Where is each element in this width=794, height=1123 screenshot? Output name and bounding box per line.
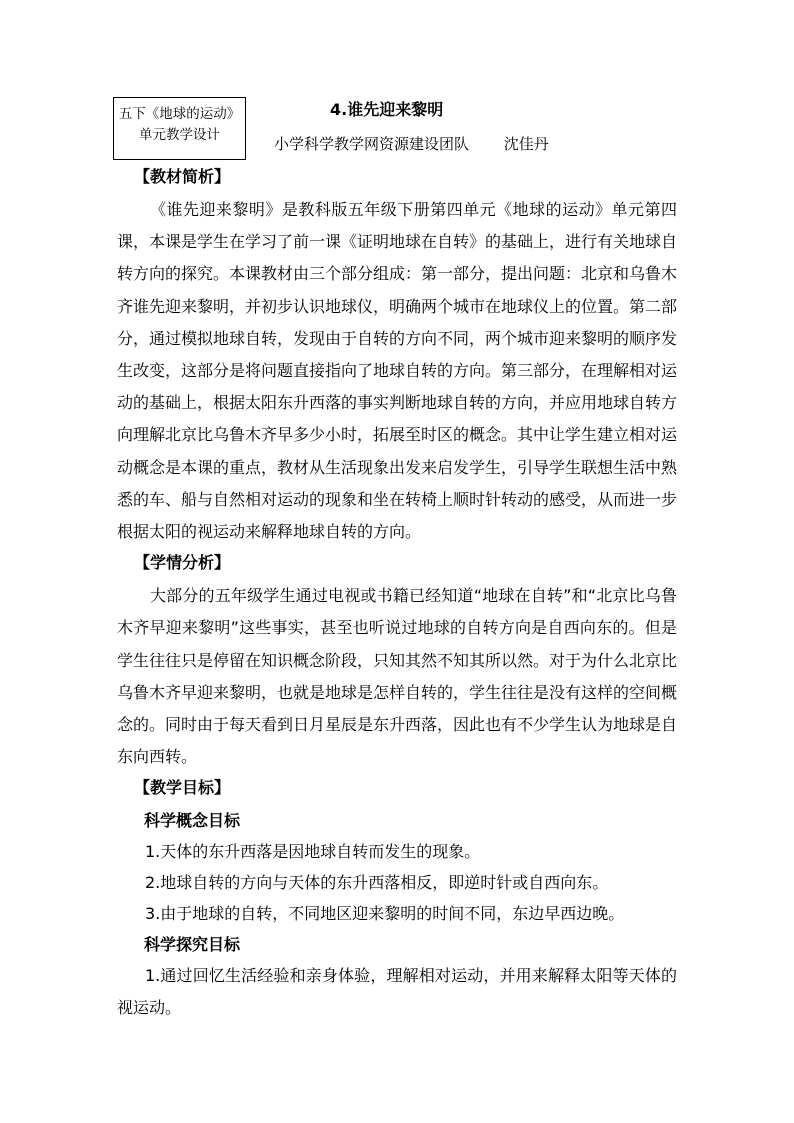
concept-goal-item: 3.由于地球的自转，不同地区迎来黎明的时间不同，东边早西边晚。 bbox=[145, 904, 625, 924]
learner-analysis-paragraph: 大部分的五年级学生通过电视或书籍已经知道“地球在自转”和“北京比乌鲁木齐早迎来黎明”这些事实，甚至也听说过地球的自转方向是自西向东的。但是学生往往只是停留在知识概念阶段，只知其然不知其所以然。对于为什么北京比乌鲁木齐早迎来黎明，也就是地球是怎样自转的，学生往往是没有这样的空间概念的。同时由于每天看到日月星辰是东升西落，因此也有不少学生认为地球是自东向西转。 bbox=[117, 586, 678, 767]
team-name: 小学科学教学网资源建设团队 bbox=[274, 135, 470, 153]
concept-goal-item: 2.地球自转的方向与天体的东升西落相反，即逆时针或自西向东。 bbox=[145, 873, 609, 893]
unit-label-line1: 五下《地球的运动》 bbox=[118, 106, 241, 122]
lesson-title: 4.谁先迎来黎明 bbox=[330, 100, 444, 119]
author-name: 沈佳丹 bbox=[503, 135, 549, 153]
unit-label-line2: 单元教学设计 bbox=[139, 127, 220, 143]
section-heading-learners: 【学情分析】 bbox=[134, 553, 231, 573]
section-heading-goals: 【教学目标】 bbox=[134, 778, 231, 798]
textbook-analysis-paragraph: 《谁先迎来黎明》是教科版五年级下册第四单元《地球的运动》单元第四课，本课是学生在学习了前一课《证明地球在自转》的基础上，进行有关地球自转方向的探究。本课教材由三个部分组成：第一部分，提出问题：北京和乌鲁木齐谁先迎来黎明，并初步认识地球仪，明确两个城市在地球仪上的位置。第二部分，通过模拟地球自转，发现由于自转的方向不同，两个城市迎来黎明的顺序发生改变，这部分是将问题直接指向了地球自转的方向。第三部分，在理解相对运动的基础上，根据太阳东升西落的事实判断地球自转的方向，并应用地球自转方向理解北京比乌鲁木齐早多少小时，拓展至时区的概念。其中让学生建立相对运动概念是本课的重点，教材从生活现象出发来启发学生，引导学生联想生活中熟悉的车、船与自然相对运动的现象和坐在转椅上顺时针转动的感受，从而进一步根据太阳的视运动来解释地球自转的方向。 bbox=[117, 200, 678, 542]
document-body bbox=[117, 162, 677, 1024]
inquiry-goal-item: 1.通过回忆生活经验和亲身体验，理解相对运动，并用来解释太阳等天体的视运动。 bbox=[117, 966, 677, 1018]
author-line bbox=[274, 132, 549, 156]
concept-goal-item: 1.天体的东升西落是因地球自转而发生的现象。 bbox=[145, 842, 481, 862]
unit-label-box bbox=[113, 97, 246, 160]
section-heading-textbook: 【教材简析】 bbox=[134, 167, 231, 186]
inquiry-goals-heading: 科学探究目标 bbox=[144, 935, 241, 955]
concept-goals-heading: 科学概念目标 bbox=[144, 811, 241, 831]
